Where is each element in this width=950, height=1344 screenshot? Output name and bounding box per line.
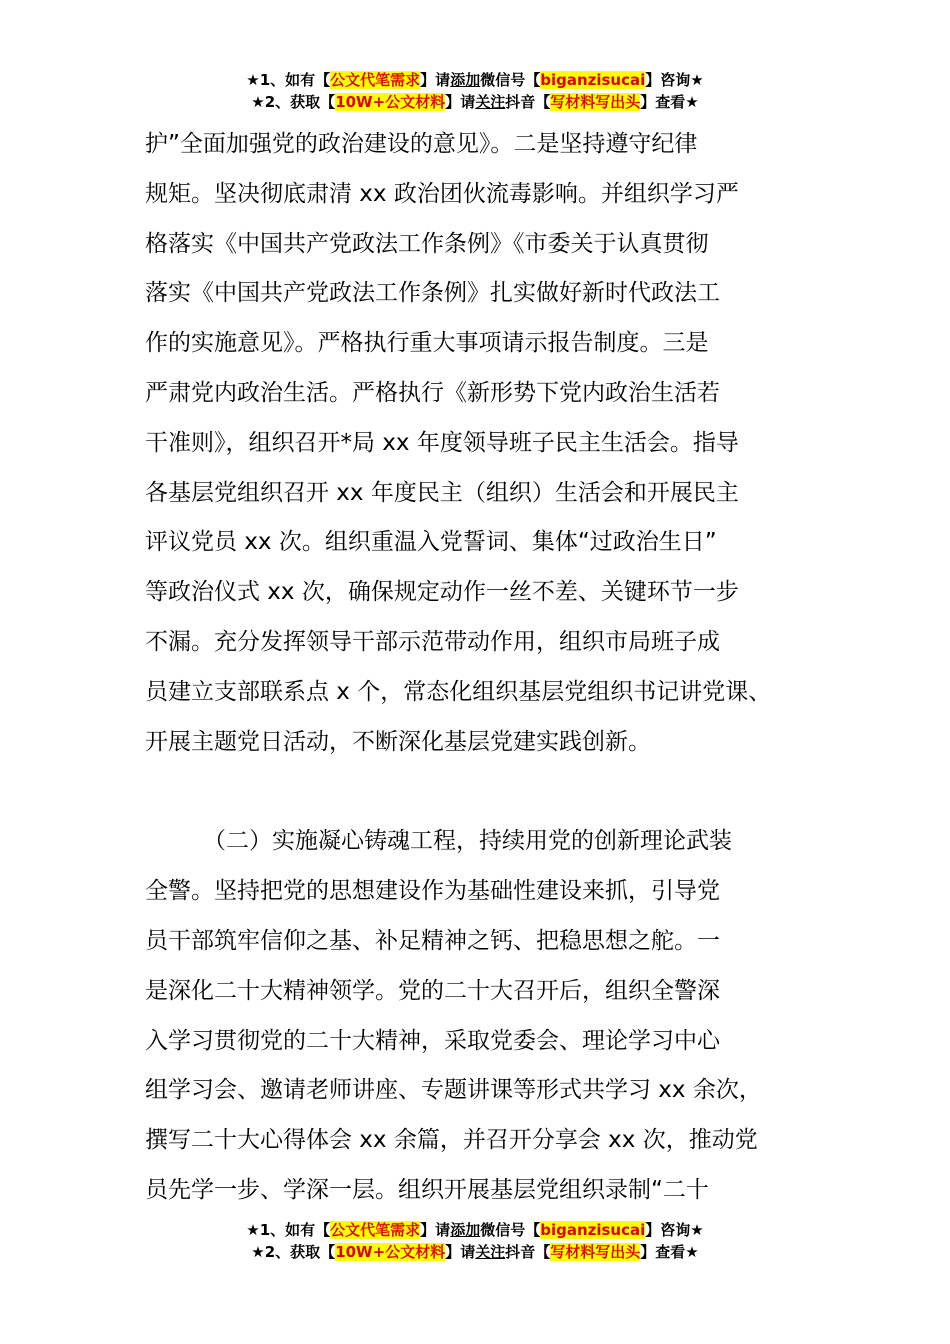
- text-line: 格落实《中国共产党政法工作条例》《市委关于认真贯彻: [145, 230, 709, 257]
- banner-text: 】查看★: [640, 1243, 699, 1261]
- text-line: （二）实施凝心铸魂工程，持续用党的创新理论武装: [203, 828, 732, 855]
- banner-line-1: [0, 69, 950, 91]
- banner-text: 】请: [445, 1243, 476, 1261]
- banner-highlight: 10W+公文材料: [335, 93, 446, 111]
- banner-highlight: 公文代笔需求: [330, 71, 421, 89]
- paragraph-1: [145, 120, 835, 767]
- banner-line-2: [0, 1241, 950, 1263]
- banner-highlight: 写材料写出头: [550, 1243, 641, 1261]
- text-line: 员先学一步、学深一层。组织开展基层党组织录制“二十: [145, 1176, 709, 1203]
- banner-highlight: biganzisucai: [540, 1221, 646, 1239]
- banner-highlight: 公文代笔需求: [330, 1221, 421, 1239]
- banner-text: ★2、获取【: [251, 93, 336, 111]
- banner-underline: 关注: [475, 93, 506, 111]
- banner-text: 微信号【: [480, 71, 541, 89]
- text-line: 规矩。坚决彻底肃清 xx 政治团伙流毒影响。并组织学习严: [145, 180, 739, 207]
- banner-text: 】请: [420, 71, 451, 89]
- banner-highlight: 10W+公文材料: [335, 1243, 446, 1261]
- banner-underline: 添加: [450, 1221, 481, 1239]
- banner-text: 抖音【: [505, 93, 551, 111]
- text-line: 不漏。充分发挥领导干部示范带动作用，组织市局班子成: [145, 628, 720, 655]
- banner-text: ★2、获取【: [251, 1243, 336, 1261]
- banner-text: 】咨询★: [645, 1221, 704, 1239]
- banner-text: 微信号【: [480, 1221, 541, 1239]
- paragraph-2: [145, 817, 835, 1215]
- text-line: 干准则》，组织召开*局 xx 年度领导班子民主生活会。指导: [145, 429, 739, 456]
- banner-text: ★1、如有【: [246, 1221, 331, 1239]
- text-line: 严肃党内政治生活。严格执行《新形势下党内政治生活若: [145, 379, 720, 406]
- banner-text: 】请: [445, 93, 476, 111]
- text-line: 开展主题党日活动，不断深化基层党建实践创新。: [145, 728, 651, 755]
- banner-underline: 添加: [450, 71, 481, 89]
- text-line: 评议党员 xx 次。组织重温入党誓词、集体“过政治生日”: [145, 529, 717, 556]
- banner-text: 抖音【: [505, 1243, 551, 1261]
- text-line: 护”全面加强党的政治建设的意见》。二是坚持遵守纪律: [145, 131, 698, 157]
- document-body: [145, 120, 835, 1216]
- banner-text: 】咨询★: [645, 71, 704, 89]
- banner-text: 】请: [420, 1221, 451, 1239]
- banner-highlight: biganzisucai: [540, 71, 646, 89]
- banner-text: ★1、如有【: [246, 71, 331, 89]
- text-line: 员建立支部联系点 x 个，常态化组织基层党组织书记讲党课、: [145, 678, 772, 705]
- banner-line-1: [0, 1219, 950, 1241]
- paragraph-gap: [145, 767, 835, 817]
- top-banner: [0, 69, 950, 113]
- text-line: 组学习会、邀请老师讲座、专题讲课等形式共学习 xx 余次，: [145, 1077, 762, 1104]
- text-line: 入学习贯彻党的二十大精神，采取党委会、理论学习中心: [145, 1027, 720, 1054]
- text-line: 撰写二十大心得体会 xx 余篇，并召开分享会 xx 次，推动党: [145, 1127, 758, 1154]
- text-line: 各基层党组织召开 xx 年度民主（组织）生活会和开展民主: [145, 479, 739, 506]
- text-line: 全警。坚持把党的思想建设作为基础性建设来抓，引导党: [145, 878, 720, 905]
- banner-highlight: 写材料写出头: [550, 93, 641, 111]
- text-line: 落实《中国共产党政法工作条例》扎实做好新时代政法工: [145, 280, 720, 307]
- text-line: 员干部筑牢信仰之基、补足精神之钙、把稳思想之舵。一: [145, 927, 720, 954]
- banner-underline: 关注: [475, 1243, 506, 1261]
- banner-text: 】查看★: [640, 93, 699, 111]
- bottom-banner: [0, 1219, 950, 1263]
- text-line: 作的实施意见》。严格执行重大事项请示报告制度。三是: [145, 330, 709, 357]
- text-line: 是深化二十大精神领学。党的二十大召开后，组织全警深: [145, 977, 720, 1004]
- text-line: 等政治仪式 xx 次，确保规定动作一丝不差、关键环节一步: [145, 579, 739, 606]
- banner-line-2: [0, 91, 950, 113]
